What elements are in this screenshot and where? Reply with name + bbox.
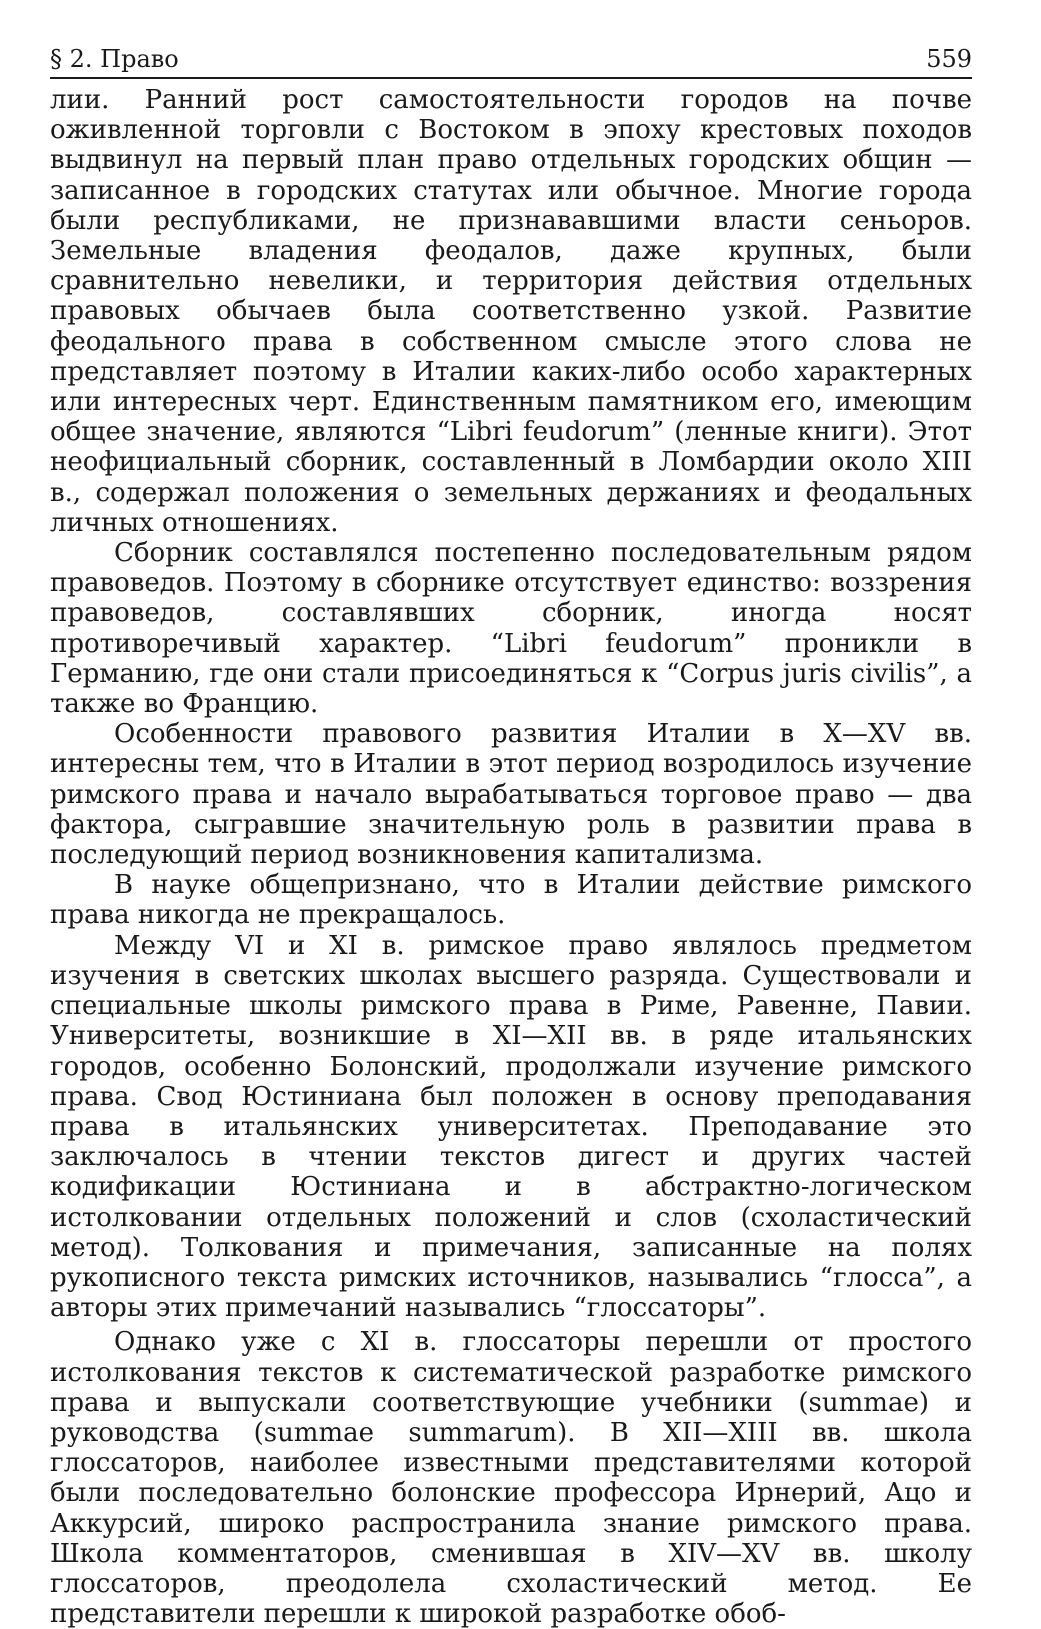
paragraph: Сборник составлялся постепенно последовательным рядом правоведов. Поэтому в сборнике отсутствует единство: воззрения правоведов, составлявших сборник, иногда носят противоречивый характер. “Libri feudorum” проникли в Германию, где они стали присоединяться к “Corpus juris civilis”, а также во Францию.: [50, 538, 972, 720]
body-text: [50, 85, 972, 1629]
paragraph: Между VI и XI в. римское право являлось предметом изучения в светских школах высшего разряда. Существовали и специальные школы римского права в Риме, Равенне, Павии. Университеты, возникшие в XI—XII вв. в ряде итальянских городов, особенно Болонский, продолжали изучение римского права. Свод Юстиниана был положен в основу преподавания права в итальянских университетах. Преподавание это заключалось в чтении текстов дигест и других частей кодификации Юстиниана и в абстрактно-логическом истолковании отдельных положений и слов (схоластический метод). Толкования и примечания, записанные на полях рукописного текста римских источников, назывались “глосса”, а авторы этих примечаний назывались “глоссаторы”.: [50, 930, 972, 1324]
paragraph: лии. Ранний рост самостоятельности городов на почве оживленной торговли с Востоком в эпоху крестовых походов выдвинул на первый план право отдельных городских общин — записанное в городских статутах или обычное. Многие города были республиками, не признававшими власти сеньоров. Земельные владения феодалов, даже крупных, были сравнительно невелики, и территория действия отдельных правовых обычаев была соответственно узкой. Развитие феодального права в собственном смысле этого слова не представляет поэтому в Италии каких-либо особо характерных или интересных черт. Единственным памятником его, имеющим общее значение, являются “Libri feudorum” (ленные книги). Этот неофициальный сборник, составленный в Ломбардии около XIII в., содержал положения о земельных держаниях и феодальных личных отношениях.: [50, 85, 972, 538]
paragraph: Особенности правового развития Италии в X—XV вв. интересны тем, что в Италии в этот период возродилось изучение римского права и начало вырабатываться торговое право — два фактора, сыгравшие значительную роль в развитии права в последующий период возникновения капитализма.: [50, 719, 972, 871]
section-title: § 2. Право: [50, 45, 179, 73]
paragraph: Однако уже с XI в. глоссаторы перешли от простого истолкования текстов к систематической разработке римского права и выпускали соответствующие учебники (summae) и руководства (summae summarum). В XII—XIII вв. школа глоссаторов, наиболее известными представителями которой были последовательно болонские профессора Ирнерий, Ацо и Аккурсий, широко распространила знание римского права. Школа комментаторов, сменившая в XIV—XV вв. школу глоссаторов, преодолела схоластический метод. Ее представители перешли к широкой разработке обоб-: [50, 1327, 972, 1629]
paragraph: В науке общепризнано, что в Италии действие римского права никогда не прекращалось.: [50, 870, 972, 931]
book-page: [50, 44, 972, 1629]
page-number: 559: [926, 45, 972, 73]
running-head: [50, 44, 972, 79]
